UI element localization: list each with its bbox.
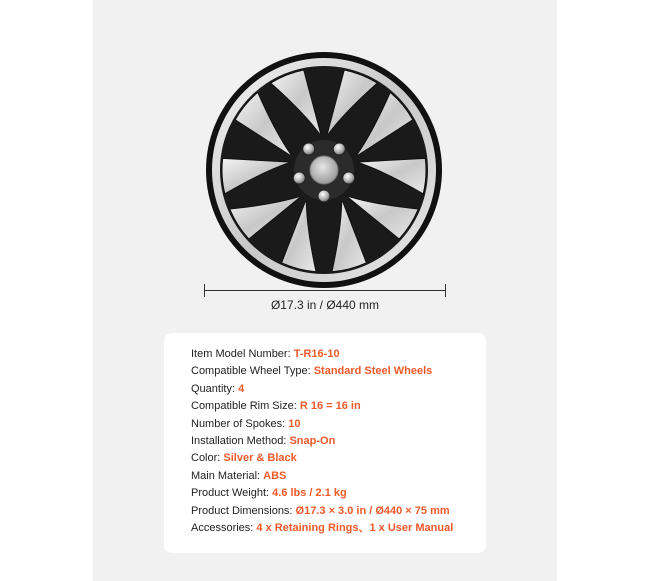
- spec-label: Installation Method:: [191, 435, 290, 448]
- spec-value: ABS: [263, 469, 287, 482]
- lug-nut: [343, 172, 355, 184]
- dimension-line: [204, 290, 446, 291]
- spec-row: [191, 416, 453, 433]
- spec-row: [191, 346, 453, 363]
- spec-label: Accessories:: [191, 522, 257, 535]
- spec-row: [191, 468, 453, 485]
- spec-label: Number of Spokes:: [191, 417, 289, 430]
- spec-label: Product Weight:: [191, 487, 273, 500]
- spec-value: 4 x Retaining Rings、1 x User Manual: [256, 522, 454, 535]
- spec-label: Compatible Wheel Type:: [191, 365, 314, 378]
- spec-value: Standard Steel Wheels: [313, 365, 433, 378]
- spec-row: [191, 398, 453, 415]
- spec-label: Product Dimensions:: [191, 504, 296, 517]
- spec-value: 10: [288, 417, 301, 430]
- spec-row: [191, 485, 453, 502]
- dimension-label: Ø17.3 in / Ø440 mm: [270, 298, 380, 312]
- spec-list: [191, 346, 453, 537]
- dimension-tick-right: [445, 284, 446, 297]
- spec-value: Snap-On: [289, 435, 336, 448]
- lug-nut: [318, 190, 330, 202]
- spec-value: Ø17.3 × 3.0 in / Ø440 × 75 mm: [295, 504, 450, 517]
- spec-row: [191, 520, 453, 537]
- spec-value: 4.6 lbs / 2.1 kg: [272, 487, 347, 500]
- spec-value: R 16 = 16 in: [299, 400, 361, 413]
- spec-label: Color:: [191, 452, 224, 465]
- spec-value: T-R16-10: [293, 348, 340, 360]
- lug-nut: [293, 172, 305, 184]
- spec-label: Compatible Rim Size:: [191, 400, 300, 413]
- spec-value: 4: [238, 382, 245, 395]
- spec-label: Quantity:: [191, 382, 239, 395]
- spec-row: [191, 433, 453, 450]
- lug-nut: [303, 143, 315, 155]
- spec-row: [191, 363, 453, 380]
- spec-row: [191, 450, 453, 467]
- spec-row: [191, 381, 453, 398]
- spec-label: Main Material:: [191, 469, 264, 482]
- lug-nut: [333, 143, 345, 155]
- spec-row: [191, 503, 453, 520]
- spec-value: Silver & Black: [223, 452, 297, 465]
- hubcap-illustration: [204, 50, 444, 290]
- spec-label: Item Model Number:: [191, 348, 294, 360]
- hubcap-image: [204, 50, 444, 290]
